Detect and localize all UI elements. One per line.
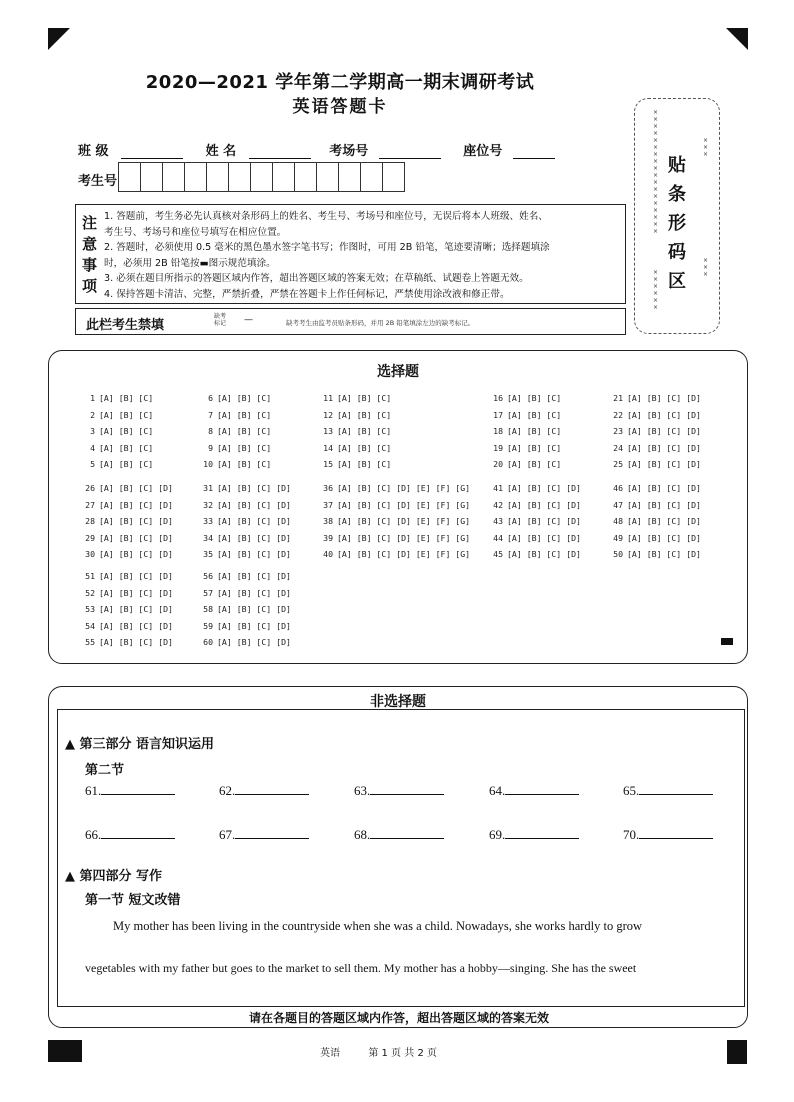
instructions-title: 注意事项: [82, 214, 98, 295]
answer-blank-66[interactable]: 66.: [85, 827, 175, 843]
footer-subject: 英语: [320, 1048, 340, 1059]
exam-number-box[interactable]: [162, 162, 185, 192]
question-35-bubbles[interactable]: 35 [A] [B] [C] [D]: [203, 549, 291, 559]
question-26-bubbles[interactable]: 26 [A] [B] [C] [D]: [85, 483, 173, 493]
class-field[interactable]: [121, 146, 183, 159]
barcode-area: [634, 98, 720, 334]
barcode-dash-marks: × × × × × × × × × × × × × × × × × ×: [653, 109, 659, 235]
question-44-bubbles[interactable]: 44 [A] [B] [C] [D]: [493, 532, 581, 543]
question-1-bubbles[interactable]: 1 [A] [B] [C]: [90, 393, 154, 403]
question-48-bubbles[interactable]: 48 [A] [B] [C] [D]: [613, 516, 701, 526]
exam-number-box[interactable]: [250, 162, 273, 192]
exam-title: 2020—2021 学年第二学期高一期末调研考试: [145, 72, 535, 93]
question-52-bubbles[interactable]: 52 [A] [B] [C] [D]: [85, 587, 173, 598]
barcode-dash-marks: × × ×: [703, 137, 709, 158]
question-20-bubbles[interactable]: 20 [A] [B] [C]: [493, 459, 562, 469]
alignment-mark-top-right: [726, 28, 748, 50]
question-7-bubbles[interactable]: 7 [A] [B] [C]: [208, 409, 272, 420]
question-28-bubbles[interactable]: 28 [A] [B] [C] [D]: [85, 516, 173, 526]
instructions-list: [104, 209, 622, 303]
question-56-bubbles[interactable]: 56 [A] [B] [C] [D]: [203, 571, 291, 581]
answer-blank-69[interactable]: 69.: [489, 827, 579, 843]
exam-number-box[interactable]: [140, 162, 163, 192]
answer-blank-70[interactable]: 70.: [623, 827, 713, 843]
multiple-choice-section: [48, 350, 748, 664]
question-36-bubbles[interactable]: 36 [A] [B] [C] [D] [E] [F] [G]: [323, 483, 471, 493]
answer-blank-64[interactable]: 64.: [489, 783, 579, 799]
part4-subheading: 第一节 短文改错: [85, 893, 181, 908]
question-47-bubbles[interactable]: 47 [A] [B] [C] [D]: [613, 499, 701, 510]
written-answer-section: [48, 686, 748, 1028]
question-34-bubbles[interactable]: 34 [A] [B] [C] [D]: [203, 532, 291, 543]
question-10-bubbles[interactable]: 10 [A] [B] [C]: [203, 459, 272, 469]
question-19-bubbles[interactable]: 19 [A] [B] [C]: [493, 442, 562, 453]
exam-number-box[interactable]: [228, 162, 251, 192]
instruction-line: 3. 必须在题目所指示的答题区域内作答，超出答题区域的答案无效；在草稿纸、试题卷上答题无效。: [104, 273, 529, 285]
answer-blank-65[interactable]: 65.: [623, 783, 713, 799]
question-9-bubbles[interactable]: 9 [A] [B] [C]: [208, 442, 272, 453]
question-6-bubbles[interactable]: 6 [A] [B] [C]: [208, 393, 272, 403]
barcode-dash-marks: × × × × × ×: [653, 269, 659, 311]
question-11-bubbles[interactable]: 11 [A] [B] [C]: [323, 393, 392, 403]
answer-blank-63[interactable]: 63.: [354, 783, 444, 799]
essay-line: vegetables with my father but goes to the market to sell them. My mother has a hobby—singing. She has the sweet: [85, 961, 637, 975]
part3-subheading: 第二节: [85, 763, 125, 778]
exam-number-boxes[interactable]: [118, 162, 404, 194]
question-53-bubbles[interactable]: 53 [A] [B] [C] [D]: [85, 604, 173, 614]
exam-number-box[interactable]: [272, 162, 295, 192]
question-17-bubbles[interactable]: 17 [A] [B] [C]: [493, 409, 562, 420]
question-37-bubbles[interactable]: 37 [A] [B] [C] [D] [E] [F] [G]: [323, 499, 471, 510]
question-27-bubbles[interactable]: 27 [A] [B] [C] [D]: [85, 499, 173, 510]
question-15-bubbles[interactable]: 15 [A] [B] [C]: [323, 459, 392, 469]
question-51-bubbles[interactable]: 51 [A] [B] [C] [D]: [85, 571, 173, 581]
question-43-bubbles[interactable]: 43 [A] [B] [C] [D]: [493, 516, 581, 526]
question-25-bubbles[interactable]: 25 [A] [B] [C] [D]: [613, 459, 701, 469]
barcode-label: 贴 条 形 码 区: [668, 155, 686, 292]
essay-line: My mother has been living in the countryside when she was a child. Nowadays, she works hardly to grow: [113, 919, 643, 933]
footer-page: 第 1 页 共 2 页: [368, 1048, 437, 1059]
student-info-row: [78, 140, 555, 159]
question-18-bubbles[interactable]: 18 [A] [B] [C]: [493, 426, 562, 436]
question-2-bubbles[interactable]: 2 [A] [B] [C]: [90, 409, 154, 420]
answer-area-warning: 请在各题目的答题区域内作答，超出答题区域的答案无效: [248, 1011, 549, 1025]
class-label: 班 级: [78, 144, 109, 159]
question-13-bubbles[interactable]: 13 [A] [B] [C]: [323, 426, 392, 436]
question-40-bubbles[interactable]: 40 [A] [B] [C] [D] [E] [F] [G]: [323, 549, 471, 559]
question-54-bubbles[interactable]: 54 [A] [B] [C] [D]: [85, 620, 173, 631]
instruction-line: 1. 答题前，考生务必先认真核对条形码上的姓名、考生号、考场号和座位号，无误后将本人班级、姓名、: [104, 211, 548, 222]
barcode-dash-marks: × × ×: [703, 257, 709, 278]
question-23-bubbles[interactable]: 23 [A] [B] [C] [D]: [613, 426, 701, 436]
question-60-bubbles[interactable]: 60 [A] [B] [C] [D]: [203, 637, 291, 647]
seat-label: 座位号: [463, 144, 503, 159]
multiple-choice-title: 选择题: [377, 364, 419, 380]
room-label: 考场号: [329, 144, 369, 159]
answer-blank-62[interactable]: 62.: [219, 783, 309, 799]
question-46-bubbles[interactable]: 46 [A] [B] [C] [D]: [613, 483, 701, 493]
question-38-bubbles[interactable]: 38 [A] [B] [C] [D] [E] [F] [G]: [323, 516, 471, 526]
alignment-mark-bottom-right: [727, 1040, 747, 1064]
question-29-bubbles[interactable]: 29 [A] [B] [C] [D]: [85, 532, 173, 543]
instructions-box: [75, 204, 626, 304]
question-16-bubbles[interactable]: 16 [A] [B] [C]: [493, 393, 562, 403]
exam-number-box[interactable]: [184, 162, 207, 192]
proctor-only-label: 此栏考生禁填: [86, 318, 165, 333]
question-5-bubbles[interactable]: 5 [A] [B] [C]: [90, 459, 154, 469]
question-30-bubbles[interactable]: 30 [A] [B] [C] [D]: [85, 549, 173, 559]
name-label: 姓 名: [205, 144, 237, 159]
room-field[interactable]: [379, 146, 441, 159]
timing-mark: [721, 638, 733, 645]
alignment-mark-bottom-left: [48, 1040, 82, 1062]
question-45-bubbles[interactable]: 45 [A] [B] [C] [D]: [493, 549, 581, 559]
answer-blank-61[interactable]: 61.: [85, 783, 175, 799]
proctor-only-row: [75, 308, 626, 335]
question-12-bubbles[interactable]: 12 [A] [B] [C]: [323, 409, 392, 420]
exam-number-box[interactable]: [382, 162, 405, 192]
instruction-line: 时，必须用 2B 铅笔按▬图示规范填涂。: [104, 257, 276, 269]
answer-blank-67[interactable]: 67.: [219, 827, 309, 843]
written-answer-title: 非选择题: [370, 694, 426, 710]
question-59-bubbles[interactable]: 59 [A] [B] [C] [D]: [203, 620, 291, 631]
question-3-bubbles[interactable]: 3 [A] [B] [C]: [90, 426, 154, 436]
question-22-bubbles[interactable]: 22 [A] [B] [C] [D]: [613, 409, 701, 420]
exam-number-box[interactable]: [316, 162, 339, 192]
question-50-bubbles[interactable]: 50 [A] [B] [C] [D]: [613, 549, 701, 559]
question-21-bubbles[interactable]: 21 [A] [B] [C] [D]: [613, 393, 701, 403]
question-39-bubbles[interactable]: 39 [A] [B] [C] [D] [E] [F] [G]: [323, 532, 471, 543]
absent-mark-bubble[interactable]: —: [244, 315, 253, 325]
exam-number-box[interactable]: [294, 162, 317, 192]
question-8-bubbles[interactable]: 8 [A] [B] [C]: [208, 426, 272, 436]
exam-number-box[interactable]: [338, 162, 361, 192]
question-4-bubbles[interactable]: 4 [A] [B] [C]: [90, 442, 154, 453]
question-41-bubbles[interactable]: 41 [A] [B] [C] [D]: [493, 483, 581, 493]
question-14-bubbles[interactable]: 14 [A] [B] [C]: [323, 442, 392, 453]
question-31-bubbles[interactable]: 31 [A] [B] [C] [D]: [203, 483, 291, 493]
part3-heading: ▲ 第三部分 语言知识运用: [65, 737, 215, 752]
exam-number-box[interactable]: [118, 162, 141, 192]
absent-note: 缺考考生由监考员贴条形码，并用 2B 铅笔填涂左边的缺考标记。: [286, 319, 475, 327]
exam-number-box[interactable]: [206, 162, 229, 192]
instruction-line: 4. 保持答题卡清洁、完整，严禁折叠，严禁在答题卡上作任何标记，严禁使用涂改液和修正带。: [104, 288, 510, 300]
seat-field[interactable]: [513, 146, 555, 159]
answer-blank-68[interactable]: 68.: [354, 827, 444, 843]
question-33-bubbles[interactable]: 33 [A] [B] [C] [D]: [203, 516, 291, 526]
question-58-bubbles[interactable]: 58 [A] [B] [C] [D]: [203, 604, 291, 614]
alignment-mark-top-left: [48, 28, 70, 50]
name-field[interactable]: [249, 146, 311, 159]
question-55-bubbles[interactable]: 55 [A] [B] [C] [D]: [85, 637, 173, 647]
instruction-line: 2. 答题时，必须使用 0.5 毫米的黑色墨水签字笔书写；作图时，可用 2B 铅笔，笔迹要清晰；选择题填涂: [104, 242, 550, 254]
question-49-bubbles[interactable]: 49 [A] [B] [C] [D]: [613, 532, 701, 543]
exam-number-box[interactable]: [360, 162, 383, 192]
question-42-bubbles[interactable]: 42 [A] [B] [C] [D]: [493, 499, 581, 510]
absent-mark-label: 缺考 标记: [214, 313, 227, 327]
part4-heading: ▲ 第四部分 写作: [65, 869, 163, 884]
question-24-bubbles[interactable]: 24 [A] [B] [C] [D]: [613, 442, 701, 453]
question-57-bubbles[interactable]: 57 [A] [B] [C] [D]: [203, 587, 291, 598]
question-32-bubbles[interactable]: 32 [A] [B] [C] [D]: [203, 499, 291, 510]
answer-sheet-title: 英语答题卡: [292, 97, 388, 117]
exam-number-label: 考生号: [78, 174, 118, 189]
instruction-line: 考生号、考场号和座位号填写在相应位置。: [104, 226, 287, 238]
page-footer: [320, 1044, 437, 1059]
